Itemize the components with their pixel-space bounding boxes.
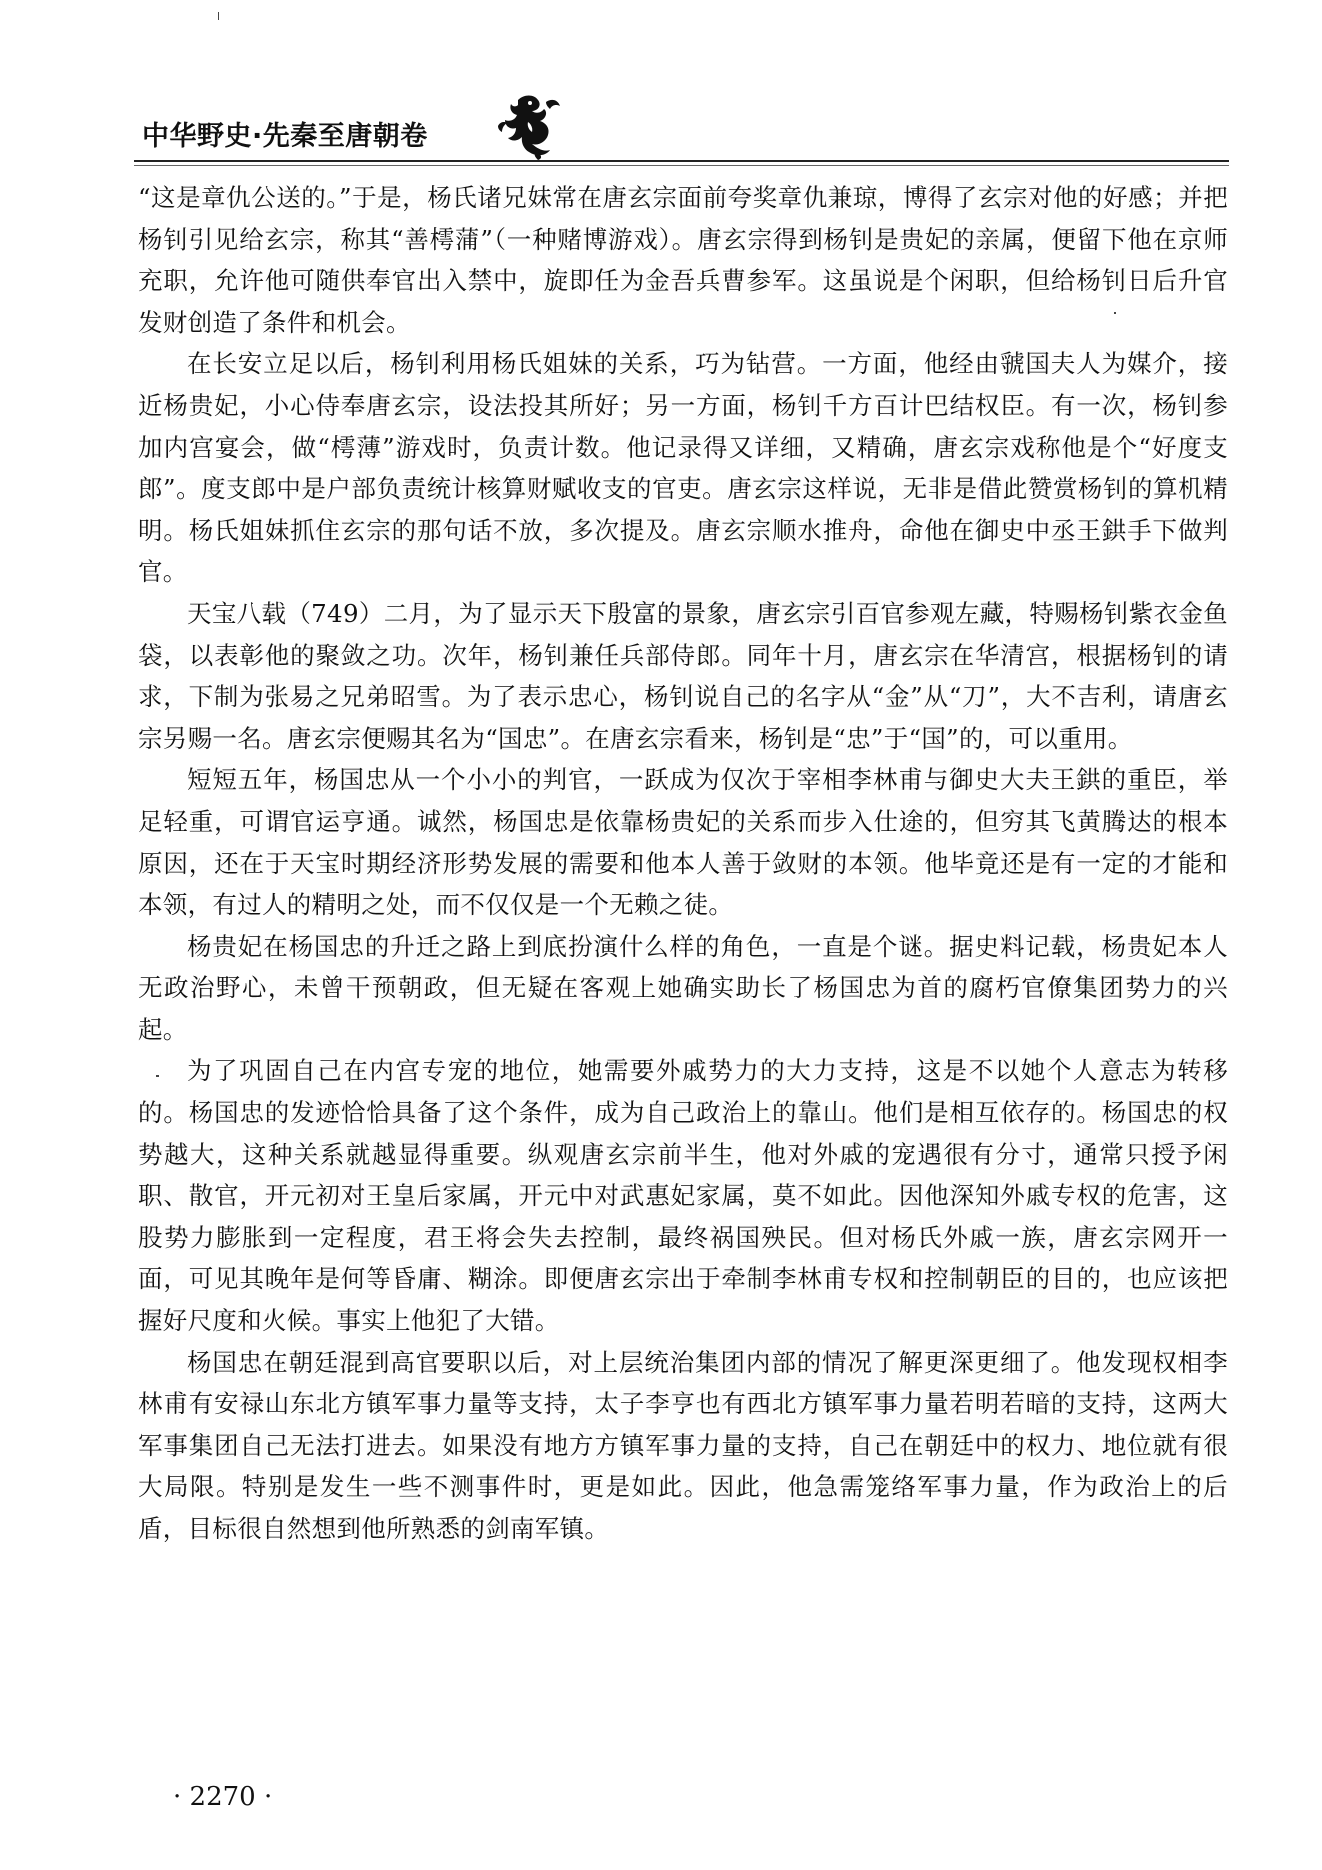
paragraph: “这是章仇公送的。”于是，杨氏诸兄妹常在唐玄宗面前夸奖章仇兼琼，博得了玄宗对他的好感；并把杨钊引见给玄宗，称其“善樗蒲”（一种赌博游戏）。唐玄宗得到杨钊是贵妃的亲属，便留下他在京师充职，允许他可随供奉官出入禁中，旋即任为金吾兵曹参军。这虽说是个闲职，但给杨钊日后升官发财创造了条件和机会。	[138, 183, 1228, 337]
paragraph: 杨贵妃在杨国忠的升迁之路上到底扮演什么样的角色，一直是个谜。据史料记载，杨贵妃本人无政治野心，未曾干预朝政，但无疑在客观上她确实助长了杨国忠为首的腐朽官僚集团势力的兴起。	[138, 931, 1228, 1044]
dragon-emblem-svg	[488, 92, 566, 162]
paragraph: 短短五年，杨国忠从一个小小的判官，一跃成为仅次于宰相李林甫与御史大夫王鉷的重臣，举足轻重，可谓官运亨通。诚然，杨国忠是依靠杨贵妃的关系而步入仕途的，但穷其飞黄腾达的根本原因，还在于天宝时期经济形势发展的需要和他本人善于敛财的本领。他毕竟还是有一定的才能和本领，有过人的精明之处，而不仅仅是一个无赖之徒。	[138, 765, 1228, 920]
paragraph: 在长安立足以后，杨钊利用杨氏姐妹的关系，巧为钻营。一方面，他经由虢国夫人为媒介，接近杨贵妃，小心侍奉唐玄宗，设法投其所好；另一方面，杨钊千方百计巴结权臣。有一次，杨钊参加内宫宴会，做“樗薄”游戏时，负责计数。他记录得又详细，又精确，唐玄宗戏称他是个“好度支郎”。度支郎中是户部负责统计核算财赋收支的官吏。唐玄宗这样说，无非是借此赞赏杨钊的算机精明。杨氏姐妹抓住玄宗的那句话不放，多次提及。唐玄宗顺水推舟，命他在御史中丞王鉷手下做判官。	[138, 349, 1228, 587]
body-text	[138, 177, 1228, 1550]
paragraph: 杨国忠在朝廷混到高官要职以后，对上层统治集团内部的情况了解更深更细了。他发现权相李林甫有安禄山东北方镇军事力量等支持，太子李亨也有西北方镇军事力量若明若暗的支持，这两大军事集团自己无法打进去。如果没有地方方镇军事力量的支持，自己在朝廷中的权力、地位就有很大局限。特别是发生一些不测事件时，更是如此。因此，他急需笼络军事力量，作为政治上的后盾，目标很自然想到他所熟悉的剑南军镇。	[138, 1347, 1228, 1543]
scan-speck	[1114, 312, 1116, 314]
header-rule	[134, 160, 1229, 162]
page-number: · 2270 ·	[173, 1782, 273, 1812]
running-header	[134, 92, 1229, 172]
header-rule-thin	[134, 165, 1229, 166]
book-title: 中华野史·先秦至唐朝卷	[142, 121, 428, 152]
paragraph: 为了巩固自己在内宫专宠的地位，她需要外戚势力的大力支持，这是不以她个人意志为转移的。杨国忠的发迹恰恰具备了这个条件，成为自己政治上的靠山。他们是相互依存的。杨国忠的权势越大，这种关系就越显得重要。纵观唐玄宗前半生，他对外戚的宠遇很有分寸，通常只授予闲职、散官，开元初对王皇后家属，开元中对武惠妃家属，莫不如此。因他深知外戚专权的危害，这股势力膨胀到一定程度，君王将会失去控制，最终祸国殃民。但对杨氏外戚一族，唐玄宗网开一面，可见其晚年是何等昏庸、糊涂。即便唐玄宗出于牵制李林甫专权和控制朝臣的目的，也应该把握好尺度和火候。事实上他犯了大错。	[138, 1056, 1228, 1336]
dragon-emblem-icon	[488, 92, 566, 162]
scan-speck	[156, 1075, 159, 1077]
scan-speck	[218, 12, 219, 20]
paragraph: 天宝八载（749）二月，为了显示天下殷富的景象，唐玄宗引百官参观左藏，特赐杨钊紫衣金鱼袋，以表彰他的聚敛之功。次年，杨钊兼任兵部侍郎。同年十月，唐玄宗在华清宫，根据杨钊的请求，下制为张易之兄弟昭雪。为了表示忠心，杨钊说自己的名字从“金”从“刀”，大不吉利，请唐玄宗另赐一名。唐玄宗便赐其名为“国忠”。在唐玄宗看来，杨钊是“忠”于“国”的，可以重用。	[138, 598, 1228, 753]
